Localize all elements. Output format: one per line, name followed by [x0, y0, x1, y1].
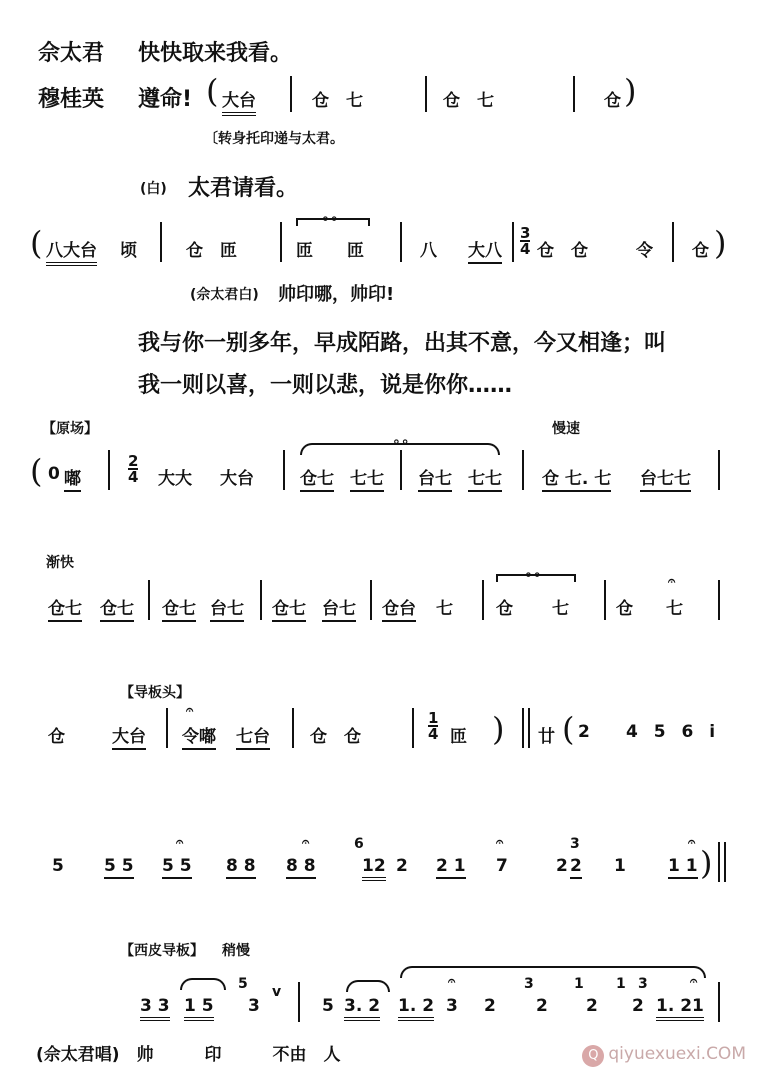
beat: 仓 七 — [312, 91, 363, 111]
note-group: 1 1 — [668, 856, 698, 879]
tempo-mark: 渐快 — [46, 555, 74, 571]
beat: 仓 仓 — [537, 241, 588, 261]
fermata-mark: 𝄐 — [496, 835, 504, 850]
beat: 大八 — [468, 236, 502, 264]
beat: 仓 — [616, 599, 633, 619]
beat: 七 — [666, 599, 683, 619]
note-group: 3. 2 — [344, 996, 380, 1021]
free-meter-mark: 廿 — [538, 727, 555, 747]
spoken-text: 帅印哪，帅印! — [278, 284, 395, 305]
note: 3 — [446, 996, 458, 1016]
watermark — [582, 1044, 746, 1067]
beat: 仓 — [48, 727, 65, 747]
note: 5 — [322, 996, 334, 1016]
fermata-mark: 𝄐 — [176, 835, 184, 850]
beat: 仓七 — [162, 594, 196, 622]
barline — [260, 580, 262, 620]
speaker-mu-guiying: 穆桂英 — [38, 87, 105, 112]
beat: 仓台 — [382, 594, 416, 622]
barline — [290, 76, 292, 112]
note: 2 — [586, 996, 598, 1016]
note-group: 4 5 6 i — [626, 722, 721, 742]
note: 2 — [632, 996, 644, 1016]
beat: 仓七 — [100, 594, 134, 622]
speaker-she-taijun: 佘太君 — [38, 41, 105, 66]
grace-note: 1 — [574, 976, 584, 992]
time-signature: $\frac{1}{4}$ — [428, 709, 439, 743]
beat: 台七 — [210, 594, 244, 622]
beat: 七七 — [350, 464, 384, 492]
breath-mark: v — [272, 984, 282, 1000]
barline — [482, 580, 484, 620]
beat: 大台 — [222, 86, 256, 116]
barline — [400, 222, 402, 262]
beat: 匝 匝 — [296, 241, 364, 261]
beat: 仓七 — [300, 464, 334, 492]
speaker-tag: (佘太君白) — [190, 287, 259, 303]
beat: 仓 七. 七 — [542, 464, 611, 492]
barline — [108, 450, 110, 490]
barline — [160, 222, 162, 262]
close-paren: ) — [492, 710, 505, 748]
beat: 台七七 — [640, 464, 691, 492]
close-paren: ) — [714, 224, 727, 262]
fermata-mark: 𝄐 — [186, 703, 194, 718]
spoken-text: 太君请看。 — [188, 176, 299, 201]
note-group: 1. 21 — [656, 996, 704, 1021]
barline — [604, 580, 606, 620]
grace-note: 5 — [238, 976, 248, 992]
beat: 仓 匝 — [186, 241, 237, 261]
section-label: 【原场】 — [42, 421, 98, 437]
beat: 七台 — [236, 722, 270, 750]
double-barline — [522, 708, 524, 748]
barline — [400, 450, 402, 490]
beat: 七 — [436, 599, 453, 619]
grace-note: 6 — [354, 836, 364, 852]
note-group: 8 8 — [286, 856, 316, 879]
close-paren: ) — [700, 844, 713, 882]
barline — [292, 708, 294, 748]
note: 2 — [570, 856, 582, 879]
beat: 嘟 — [64, 464, 81, 492]
note: 2 — [578, 722, 590, 742]
beat: 仓 — [604, 91, 621, 111]
note-group: 1 5 — [184, 996, 214, 1021]
barline — [672, 222, 674, 262]
fermata-mark: 𝄐 — [302, 835, 310, 850]
beat: 七 — [552, 599, 569, 619]
circle-mark: ∘∘ — [524, 567, 542, 583]
barline — [280, 222, 282, 262]
paragraph-line: 我一则以喜，一则以悲，说是你你…… — [138, 373, 513, 398]
note: 2 — [536, 996, 548, 1016]
close-paren: ) — [624, 72, 637, 110]
speaker-tag: (白) — [140, 181, 167, 197]
circle-mark: ∘∘ — [321, 211, 339, 227]
note-group: 2 1 — [436, 856, 466, 879]
beat: 令嘟 — [182, 722, 216, 750]
note: 3 — [248, 996, 260, 1016]
beat: 令 — [636, 241, 653, 261]
beat: 仓 — [692, 241, 709, 261]
beat: 顷 — [120, 241, 137, 261]
barline — [522, 450, 524, 490]
note-group: 3 3 — [140, 996, 170, 1021]
note: 2 — [484, 996, 496, 1016]
beat: 七七 — [468, 464, 502, 492]
section-label: 【导板头】 — [120, 685, 190, 701]
barline — [370, 580, 372, 620]
note-group: 12 — [362, 856, 386, 881]
grace-note: 1 — [616, 976, 626, 992]
open-paren: ( — [206, 72, 219, 110]
note-group: 1. 2 — [398, 996, 434, 1021]
grace-note: 3 — [638, 976, 648, 992]
open-paren: ( — [30, 224, 43, 262]
barline — [298, 982, 300, 1022]
line-text: 快快取来我看。 — [138, 41, 293, 66]
barline — [425, 76, 427, 112]
slur — [400, 966, 706, 978]
paragraph-line: 我与你一别多年，早成陌路，出其不意，今又相逢；叫 — [138, 331, 667, 356]
open-paren: ( — [30, 452, 43, 490]
note-group: 8 8 — [226, 856, 256, 879]
beat: 八大台 — [46, 236, 97, 266]
barline — [283, 450, 285, 490]
note: 2 — [396, 856, 408, 876]
note: 2 — [556, 856, 568, 876]
section-label: 【西皮导板】 — [120, 943, 204, 959]
beat: 台七 — [418, 464, 452, 492]
note: 5 — [52, 856, 64, 876]
beat: 大大 — [158, 469, 192, 489]
cut-off-lyric-line: (佘太君唱) 帅 印 不由 人 — [36, 1045, 341, 1065]
line-text: 遵命! — [138, 87, 193, 112]
note: 1 — [614, 856, 626, 876]
fermata-mark: 𝄐 — [688, 835, 696, 850]
time-signature: $\frac{2}{4}$ — [128, 452, 139, 486]
barline — [148, 580, 150, 620]
stage-direction: 〔转身托印递与太君。 — [204, 131, 344, 147]
tempo-mark: 稍慢 — [222, 943, 250, 959]
time-signature: $\frac{3}{4}$ — [520, 224, 531, 258]
barline — [573, 76, 575, 112]
beat: 仓 — [496, 599, 513, 619]
watermark-logo-icon: Q — [582, 1045, 604, 1067]
barline — [718, 982, 720, 1022]
beat: 仓七 — [48, 594, 82, 622]
fermata-mark: 𝄐 — [448, 974, 456, 989]
barline — [166, 708, 168, 748]
double-barline — [724, 842, 726, 882]
circle-mark: ∘∘ — [392, 434, 410, 450]
grace-note: 3 — [570, 836, 580, 852]
barline — [718, 450, 720, 490]
open-paren: ( — [562, 710, 575, 748]
beat: 八 — [420, 241, 437, 261]
fermata-mark: 𝄐 — [690, 974, 698, 989]
barline — [512, 222, 514, 262]
fermata-mark: 𝄐 — [668, 574, 676, 589]
beat: 大台 — [220, 469, 254, 489]
double-barline — [528, 708, 530, 748]
note: 7 — [496, 856, 508, 876]
double-barline — [718, 842, 720, 882]
beat: 仓七 — [272, 594, 306, 622]
beat: 大台 — [112, 722, 146, 750]
beat: 0 — [48, 464, 60, 484]
barline — [718, 580, 720, 620]
beat: 仓 七 — [443, 91, 494, 111]
watermark-text: qiyuexuexi.COM — [608, 1044, 746, 1064]
slur — [346, 980, 390, 992]
beat: 台七 — [322, 594, 356, 622]
note-group: 5 5 — [104, 856, 134, 879]
tempo-mark: 慢速 — [552, 421, 580, 437]
barline — [412, 708, 414, 748]
beat: 仓 仓 — [310, 727, 361, 747]
beat: 匝 — [450, 727, 467, 747]
grace-note: 3 — [524, 976, 534, 992]
slur — [180, 978, 226, 990]
note-group: 5 5 — [162, 856, 192, 879]
